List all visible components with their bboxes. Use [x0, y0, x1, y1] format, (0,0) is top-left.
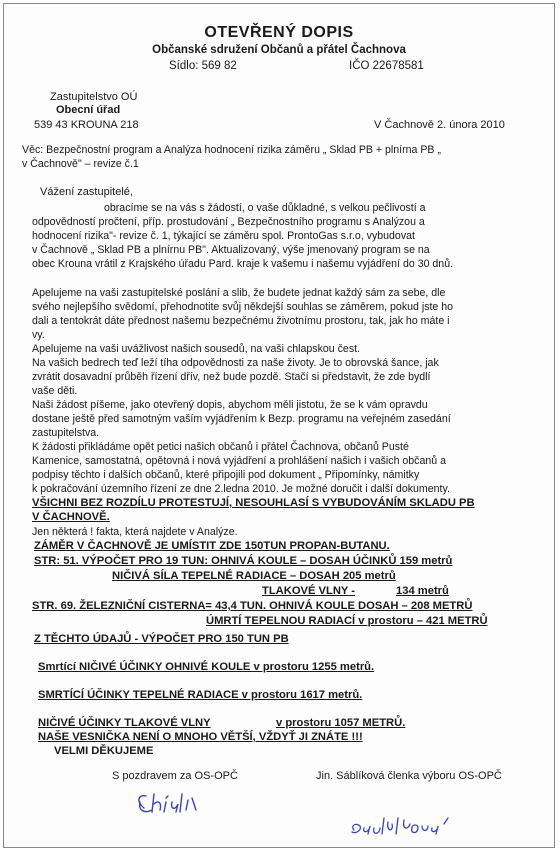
- fact-line: STR: 51. VÝPOČET PRO 19 TUN: OHNIVÁ KOULE – DOSAH ÚČINKŮ 159 metrů: [34, 555, 453, 567]
- paragraph-2-line: dali a tentokrát dáte přednost našemu bezpečnému životnímu prostoru, tak, jak ho máte i: [32, 315, 450, 327]
- greeting: Vážení zastupitelé,: [40, 186, 133, 198]
- signature-right: [348, 810, 498, 840]
- paragraph-2-line: k pokračování územního řízení ze dne 2.ledna 2010. Je možné doručit i další dokumenty.: [32, 483, 450, 495]
- closing-right: Jin. Sáblíková členka výboru OS-OPČ: [316, 770, 502, 782]
- paragraph-2-line: Apelujeme na vaši zastupitelské poslání a slib, že budete jednat každý sám za sebe, dle: [32, 287, 446, 299]
- paragraph-2-line: vy.: [32, 329, 45, 341]
- paragraph-1-line: obracíme se na vás s žádostí, o vaše důkladné, s velkou pečlivostí a: [104, 202, 426, 214]
- fact-line: TLAKOVÉ VLNY -: [262, 585, 356, 597]
- recipient-line-2: Obecní úřad: [56, 104, 121, 116]
- fact-value: 134 metrů: [396, 585, 449, 597]
- fact-line: Z TĚCHTO ÚDAJŮ - VÝPOČET PRO 150 TUN PB: [34, 633, 289, 645]
- closing-left: S pozdravem za OS-OPČ: [112, 770, 238, 782]
- subject-line-1: Věc: Bezpečnostní program a Analýza hodnocení rizika záměru „ Sklad PB + plnírna PB „: [22, 144, 441, 156]
- association-name: Občanské sdružení Občanů a přátel Čachnova: [152, 44, 406, 56]
- recipient-address: 539 43 KROUNA 218: [34, 119, 139, 131]
- letter-title: OTEVŘENÝ DOPIS: [204, 24, 354, 41]
- paragraph-1-line: odpovědností pročtení, příp. prostudování „ Bezpečnostního programu s Analýzou a: [32, 216, 425, 228]
- paragraph-2-line: svého nejlepšího svědomí, přehodnotite svůj někdejší souhlas se záměrem, pokud jste ho: [32, 301, 454, 313]
- paragraph-2-line: Kamenice, samostatná, opětovná i nová vyjádření a prohlášení našich i vašich občanů a: [32, 455, 446, 467]
- fact-line: NIČIVÉ ÚČINKY TLAKOVÉ VLNY: [38, 717, 211, 729]
- paragraph-2-line: K žádosti přikládáme opět petici našich občanů i přátel Čachnova, občanů Pusté: [32, 441, 409, 453]
- emphasis-line: V ČACHNOVĚ.: [32, 511, 110, 523]
- paragraph-2-line: Apelujeme na vaši uvážlivost našich sousedů, na vaši chlapskou čest.: [32, 343, 360, 355]
- emphasis-line: VŠICHNI BEZ ROZDÍLU PROTESTUJÍ, NESOUHLASÍ S VYBUDOVÁNÍM SKLADU PB: [32, 497, 475, 509]
- fact-line: ÚMRTÍ TEPELNOU RADIACÍ v prostoru – 421 METRŮ: [206, 615, 488, 627]
- signature-left: [132, 788, 218, 822]
- letter-date: V Čachnově 2. února 2010: [374, 119, 505, 131]
- company-id: IČO 22678581: [349, 60, 424, 72]
- paragraph-1-line: hodnocení rizika"- revize č. 1, týkající se záměru spol. ProntoGas s.r.o, vybudovat: [32, 230, 415, 242]
- letter-page: [3, 3, 555, 848]
- facts-intro: Jen některá ! fakta, která najdete v Analýze.: [32, 526, 238, 538]
- paragraph-1-line: v Čachnově „ Sklad PB a plnírnu PB". Aktualizovaný, výše jmenovaný program se na: [32, 244, 430, 256]
- fact-line: SMRTÍCÍ ÚČINKY TEPELNÉ RADIACE v prostoru 1617 metrů.: [38, 689, 363, 701]
- fact-line: STR. 69. ŽELEZNIČNÍ CISTERNA= 43,4 TUN. OHNIVÁ KOULE DOSAH – 208 METRŮ: [32, 600, 473, 612]
- fact-line: ZÁMĚR V ČACHNOVĚ JE UMÍSTIT ZDE 150TUN PROPAN-BUTANU.: [34, 540, 390, 552]
- paragraph-2-line: zvrátit dosavadní průběh řízení dřív, než bude pozdě. Stačí si představit, že zde bydlí: [32, 371, 431, 383]
- paragraph-2-line: Na vašich bedrech teď leží tíha odpovědnosti za naše životy. Je to obrovská šance, jak: [32, 357, 439, 369]
- fact-line: NAŠE VESNIČKA NENÍ O MNOHO VĚTŠÍ, VŽDYŤ JI ZNÁTE !!!: [38, 731, 363, 743]
- paragraph-2-line: zastupitelstva.: [32, 427, 100, 439]
- paragraph-2-line: Naši žádost píšeme, jako otevřený dopis, abychom měli jistotu, že se k vám opravdu: [32, 399, 428, 411]
- paragraph-2-line: vaše děti.: [32, 385, 78, 397]
- seat-postcode: Sídlo: 569 82: [169, 60, 237, 72]
- paragraph-1-line: obec Krouna vrátil z Krajského úřadu Pard. kraje k vašemu i našemu vyjádření do 30 dnů.: [32, 258, 454, 270]
- thanks-line: VELMI DĚKUJEME: [54, 745, 154, 757]
- fact-value: v prostoru 1057 METRŮ.: [276, 717, 406, 729]
- paragraph-2-line: podpisy těchto i dalších občanů, které připojili pod dokument „ Připomínky, námitky: [32, 469, 420, 481]
- subject-line-2: v Čachnově" – revize č.1: [22, 158, 139, 170]
- fact-line: Smrtící NIČIVÉ ÚČINKY OHNIVÉ KOULE v prostoru 1255 metrů.: [38, 661, 375, 673]
- paragraph-2-line: dostane ještě před samotným vaším vyjádřením k Bezp. programu na veřejném zasedání: [32, 413, 451, 425]
- fact-line: NIČIVÁ SÍLA TEPELNÉ RADIACE – DOSAH 205 metrů: [112, 570, 396, 582]
- recipient-line-1: Zastupitelstvo OÚ: [50, 91, 138, 103]
